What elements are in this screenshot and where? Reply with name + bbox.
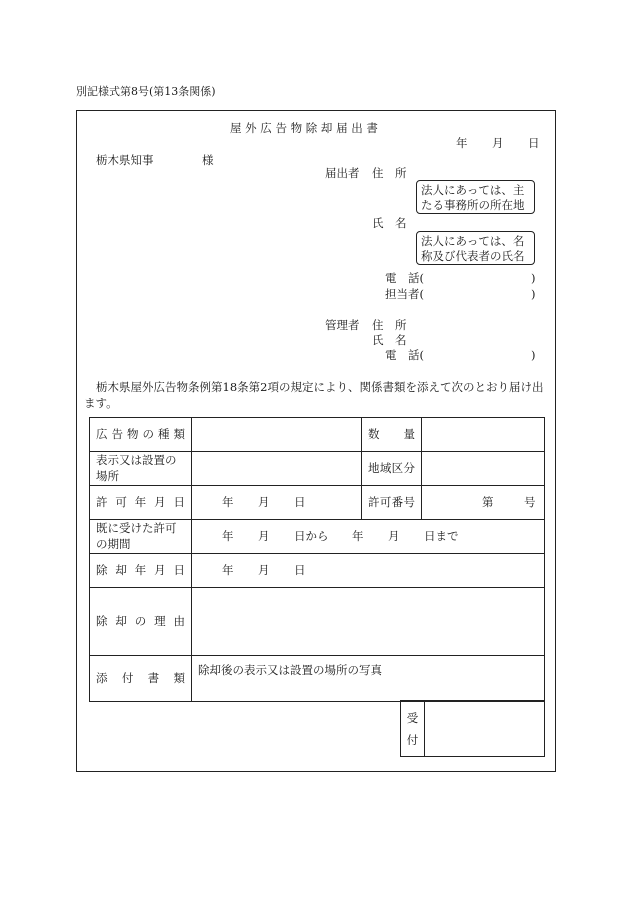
notifier-name-note <box>416 231 535 265</box>
addressee-honorific: 様 <box>202 153 214 167</box>
date-month: 月 <box>492 136 504 150</box>
permit-no-label: 許可番号 <box>362 486 422 520</box>
manager-phone-close: ) <box>531 348 536 362</box>
ymd-month: 月 <box>258 494 270 509</box>
manager-phone-label: 電 話( <box>385 348 424 362</box>
location-label: 表示又は設置の場所 <box>90 452 192 486</box>
body-text-line2: ます。 <box>84 396 118 410</box>
prior-period-value[interactable] <box>192 520 545 554</box>
notifier-contact-close: ) <box>531 287 536 301</box>
notifier-address-note <box>416 180 535 214</box>
date-year: 年 <box>456 136 468 150</box>
receipt-box <box>400 700 545 757</box>
note-line: 法人にあっては、名 <box>421 234 525 248</box>
location-value[interactable] <box>192 452 362 486</box>
body-text-line1: 栃木県屋外広告物条例第18条第2項の規定により、関係書類を添えて次のとおり届け出 <box>96 380 544 394</box>
note-line: たる事務所の所在地 <box>421 198 525 212</box>
date-day: 日 <box>528 136 540 150</box>
manager-label: 管理者 <box>325 318 360 332</box>
receipt-char: 付 <box>406 732 419 747</box>
ymd-year: 年 <box>222 494 234 509</box>
permit-no-dai: 第 <box>482 494 494 509</box>
period-until: 日まで <box>424 528 459 543</box>
attachments-value[interactable] <box>192 656 545 702</box>
ymd-month: 月 <box>258 562 270 577</box>
notifier-address-label: 住 所 <box>372 166 407 180</box>
removal-date-label: 除却年月日 <box>90 554 192 588</box>
notifier-phone-close: ) <box>531 271 536 285</box>
receipt-label <box>401 701 425 757</box>
prior-period-label: 既に受けた許可の期間 <box>90 520 192 554</box>
notifier-name-label: 氏 名 <box>372 216 407 230</box>
ymd-month: 月 <box>258 528 270 543</box>
receipt-char: 受 <box>406 710 419 725</box>
note-line: 法人にあっては、主 <box>421 183 525 197</box>
ymd-year: 年 <box>222 528 234 543</box>
ymd-year: 年 <box>222 562 234 577</box>
ymd-day: 日 <box>294 494 306 509</box>
ymd-year: 年 <box>352 528 364 543</box>
attachments-label: 添付書類 <box>90 656 192 702</box>
removal-reason-value[interactable] <box>192 588 545 656</box>
ymd-month: 月 <box>388 528 400 543</box>
manager-address-label: 住 所 <box>372 318 407 332</box>
area-value[interactable] <box>422 452 545 486</box>
period-from: 日から <box>294 528 329 543</box>
quantity-value[interactable] <box>422 418 545 452</box>
permit-no-go: 号 <box>524 494 536 509</box>
removal-reason-label: 除却の理由 <box>90 588 192 656</box>
permit-date-label: 許可年月日 <box>90 486 192 520</box>
notifier-phone-label: 電 話( <box>385 271 424 285</box>
ad-type-value[interactable] <box>192 418 362 452</box>
ad-type-label: 広告物の種類 <box>90 418 192 452</box>
form-title: 屋 外 広 告 物 除 却 届 出 書 <box>230 121 378 135</box>
attachments-text: 除却後の表示又は設置の場所の写真 <box>198 663 382 677</box>
receipt-stamp-area[interactable] <box>425 701 545 757</box>
area-label: 地域区分 <box>362 452 422 486</box>
permit-no-value[interactable] <box>422 486 545 520</box>
note-line: 称及び代表者の氏名 <box>421 249 525 263</box>
manager-name-label: 氏 名 <box>372 333 407 347</box>
notifier-label: 届出者 <box>325 166 360 180</box>
addressee-name: 栃木県知事 <box>96 153 154 167</box>
notifier-contact-label: 担当者( <box>385 287 424 301</box>
removal-date-value[interactable] <box>192 554 545 588</box>
notification-table <box>89 417 545 702</box>
quantity-label: 数 量 <box>362 418 422 452</box>
form-number: 別記様式第8号(第13条関係) <box>76 85 216 98</box>
ymd-day: 日 <box>294 562 306 577</box>
permit-date-value[interactable] <box>192 486 362 520</box>
